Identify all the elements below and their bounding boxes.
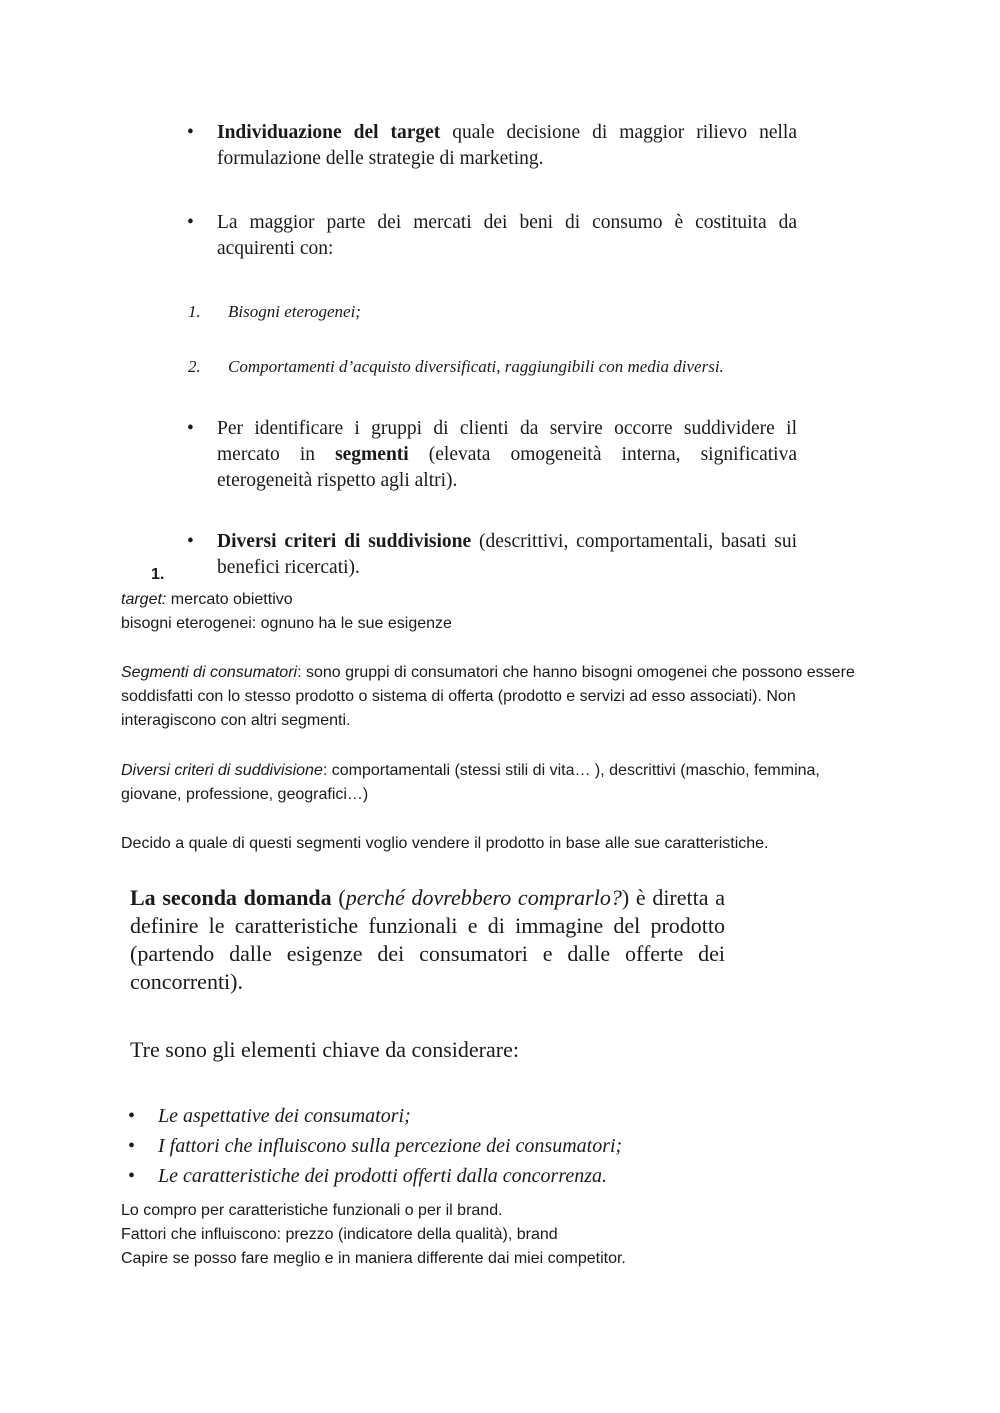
- key-elements-heading: Tre sono gli elementi chiave da considerare:: [130, 1037, 519, 1062]
- bullet-dot: •: [128, 1165, 136, 1187]
- bullet-dot: •: [187, 418, 194, 439]
- bullet-target-rest: quale decisione di maggior rilievo nella formulazione delle strategie di marketing.: [217, 122, 797, 169]
- bullet-mercati: [187, 210, 797, 262]
- bullet-dot: •: [187, 212, 194, 233]
- note-bisogni: bisogni eterogenei: ognuno ha le sue esigenze: [121, 615, 452, 632]
- bullet-target-bold: Individuazione del target: [217, 122, 441, 143]
- note-criteri: [121, 759, 881, 807]
- second-question-open: (: [331, 885, 346, 910]
- final-note-3: Capire se posso fare meglio e in maniera differente dai miei competitor.: [121, 1250, 626, 1267]
- note-decido: Decido a quale di questi segmenti voglio vendere il prodotto in base alle sue caratteristiche.: [121, 835, 769, 852]
- second-question-paragraph: [130, 884, 725, 996]
- note-target-def: mercato obiettivo: [166, 591, 293, 608]
- numbered-item-number: 1.: [188, 302, 201, 321]
- final-note-2: Fattori che influiscono: prezzo (indicatore della qualità), brand: [121, 1226, 558, 1243]
- bullet-target: [187, 120, 797, 172]
- note-criteri-term: Diversi criteri di suddivisione: [121, 762, 323, 779]
- bullet-segmenti-bold: segmenti: [335, 444, 409, 465]
- note-segmenti-def: : sono gruppi di consumatori che hanno bisogni omogenei che possono essere soddisfatti con lo stesso prodotto o sistema di offerta (prodotto e servizi ad esso associati). Non interagiscono con altri segmenti.: [121, 664, 855, 729]
- numbered-item-text: Comportamenti d’acquisto diversificati, raggiungibili con media diversi.: [228, 357, 724, 376]
- key-item-text: I fattori che influiscono sulla percezione dei consumatori;: [158, 1135, 623, 1157]
- bullet-dot: •: [128, 1105, 136, 1127]
- key-item-text: Le caratteristiche dei prodotti offerti dalla concorrenza.: [158, 1165, 608, 1187]
- numbered-item-2: [188, 356, 828, 378]
- key-item-2: [128, 1133, 748, 1159]
- numbered-item-1: [188, 301, 828, 323]
- note-segmenti: [121, 661, 881, 733]
- second-question-italic: perché dovrebbero comprarlo?: [345, 885, 622, 910]
- final-note-1: Lo compro per caratteristiche funzionali o per il brand.: [121, 1202, 503, 1219]
- note-criteri-def: : comportamentali (stessi stili di vita… ), descrittivi (maschio, femmina, giovane, professione, geografici…): [121, 762, 820, 803]
- stray-list-number: 1.: [151, 566, 165, 583]
- note-target: [121, 588, 881, 612]
- numbered-item-text: Bisogni eterogenei;: [228, 302, 361, 321]
- key-item-1: [128, 1103, 748, 1129]
- bullet-segmenti-post: (elevata omogeneità interna, significativa eterogeneità rispetto agli altri).: [217, 444, 797, 491]
- numbered-item-number: 2.: [188, 357, 201, 376]
- second-question-rest: ) è diretta a definire le caratteristiche funzionali e di immagine del prodotto (partendo dalle esigenze dei consumatori e dalle offerte dei concorrenti).: [130, 885, 725, 994]
- bullet-segmenti: [187, 416, 797, 494]
- bullet-dot: •: [187, 531, 194, 552]
- bullet-criteri-bold: Diversi criteri di suddivisione: [217, 531, 472, 552]
- bullet-dot: •: [128, 1135, 136, 1157]
- bullet-criteri-rest: (descrittivi, comportamentali, basati sui benefici ricercati).: [217, 531, 797, 578]
- bullet-dot: •: [187, 122, 194, 143]
- bullet-criteri: [187, 529, 797, 581]
- bullet-segmenti-pre: Per identificare i gruppi di clienti da servire occorre suddividere il mercato in: [217, 418, 797, 465]
- second-question-bold: La seconda domanda: [130, 885, 332, 910]
- note-target-term: target:: [121, 591, 167, 608]
- note-segmenti-term: Segmenti di consumatori: [121, 664, 298, 681]
- key-item-text: Le aspettative dei consumatori;: [158, 1105, 411, 1127]
- bullet-mercati-text: La maggior parte dei mercati dei beni di consumo è costituita da acquirenti con:: [217, 212, 797, 259]
- key-item-3: [128, 1163, 748, 1189]
